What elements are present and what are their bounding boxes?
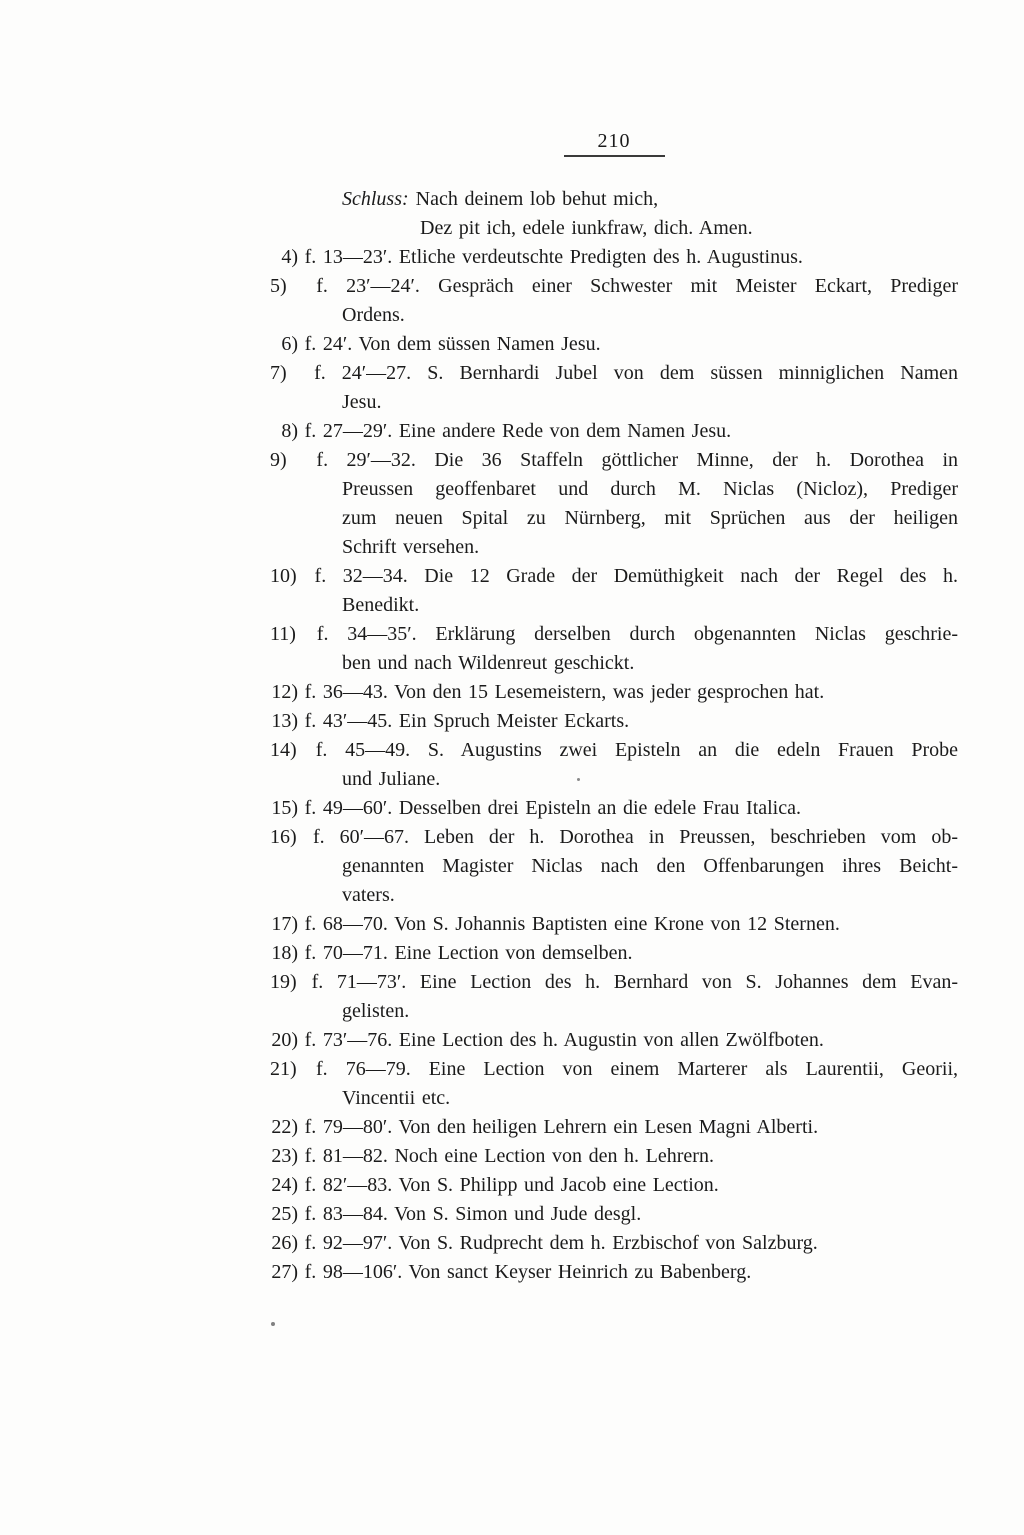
- entry: [270, 359, 958, 417]
- entry: [270, 707, 958, 736]
- entry-number: 26): [271, 1232, 298, 1254]
- entry-number: 13): [271, 710, 298, 732]
- text-block: [270, 185, 958, 1287]
- entry-line: 20) f. 73′—76. Eine Lection des h. Augustin von allen Zwölfboten.: [270, 1026, 958, 1055]
- entry-number: 22): [271, 1116, 298, 1138]
- entry-line: 16) f. 60′—67. Leben der h. Dorothea in Preussen, beschrieben vom ob-: [270, 823, 958, 852]
- entry-number: 5): [270, 275, 287, 297]
- ink-speck: [271, 1322, 275, 1326]
- ink-speck: [577, 778, 580, 781]
- entry: [270, 910, 958, 939]
- entry-number: 27): [271, 1261, 298, 1283]
- entry-line: 22) f. 79—80′. Von den heiligen Lehrern ein Lesen Magni Alberti.: [270, 1113, 958, 1142]
- entry-line: 17) f. 68—70. Von S. Johannis Baptisten eine Krone von 12 Sternen.: [270, 910, 958, 939]
- entry-line: gelisten.: [342, 1000, 410, 1022]
- entry-number: 20): [271, 1029, 298, 1051]
- entry-line: 14) f. 45—49. S. Augustins zwei Episteln an die edeln Frauen Probe: [270, 736, 958, 765]
- entry: [270, 678, 958, 707]
- entry-line: 26) f. 92—97′. Von S. Rudprecht dem h. Erzbischof von Salzburg.: [270, 1229, 958, 1258]
- entry-line: 9) f. 29′—32. Die 36 Staffeln göttlicher Minne, der h. Dorothea in: [270, 446, 958, 475]
- entry-number: 6): [281, 333, 298, 355]
- entry-number: 21): [270, 1058, 297, 1080]
- entry: [270, 243, 958, 272]
- poem-line-1: [270, 185, 958, 214]
- entry: [270, 272, 958, 330]
- entry-line: 18) f. 70—71. Eine Lection von demselben.: [270, 939, 958, 968]
- entry: [270, 1142, 958, 1171]
- entries-list: [270, 243, 958, 1287]
- entry-number: 12): [271, 681, 298, 703]
- entry: [270, 1171, 958, 1200]
- entry-line: Ordens.: [342, 304, 405, 326]
- entry-line: 15) f. 49—60′. Desselben drei Episteln an die edele Frau Italica.: [270, 794, 958, 823]
- entry-line: 21) f. 76—79. Eine Lection von einem Marterer als Laurentii, Georii,: [270, 1055, 958, 1084]
- entry-line: 27) f. 98—106′. Von sanct Keyser Heinrich zu Babenberg.: [270, 1258, 958, 1287]
- entry-line: 13) f. 43′—45. Ein Spruch Meister Eckarts.: [270, 707, 958, 736]
- entry: [270, 794, 958, 823]
- entry: [270, 736, 958, 794]
- entry: [270, 620, 958, 678]
- entry: [270, 1258, 958, 1287]
- schluss-label: Schluss:: [342, 188, 409, 210]
- entry-number: 17): [271, 913, 298, 935]
- entry: [270, 446, 958, 562]
- entry-line: 12) f. 36—43. Von den 15 Lesemeistern, was jeder gesprochen hat.: [270, 678, 958, 707]
- entry: [270, 1200, 958, 1229]
- page-header: [270, 130, 958, 157]
- entry-number: 15): [271, 797, 298, 819]
- entry-line: genannten Magister Niclas nach den Offenbarungen ihres Beicht-: [342, 855, 958, 877]
- entry: [270, 1113, 958, 1142]
- entry-line: 4) f. 13—23′. Etliche verdeutschte Predigten des h. Augustinus.: [270, 243, 958, 272]
- entry-line: 24) f. 82′—83. Von S. Philipp und Jacob eine Lection.: [270, 1171, 958, 1200]
- entry-line: Schrift versehen.: [342, 536, 480, 558]
- entry: [270, 562, 958, 620]
- entry-number: 16): [270, 826, 297, 848]
- entry-line: Benedikt.: [342, 594, 420, 616]
- entry-line: 19) f. 71—73′. Eine Lection des h. Bernhard von S. Johannes dem Evan-: [270, 968, 958, 997]
- entry-line: Jesu.: [342, 391, 382, 413]
- entry: [270, 1055, 958, 1113]
- entry-line: 25) f. 83—84. Von S. Simon und Jude desgl.: [270, 1200, 958, 1229]
- entry-line: 7) f. 24′—27. S. Bernhardi Jubel von dem süssen minniglichen Namen: [270, 359, 958, 388]
- entry: [270, 823, 958, 910]
- entry-line: Preussen geoffenbaret und durch M. Niclas (Nicloz), Prediger: [342, 478, 958, 500]
- entry-number: 4): [281, 246, 298, 268]
- entry-number: 9): [270, 449, 287, 471]
- entry-number: 10): [270, 565, 297, 587]
- poem-line-1-text: Nach deinem lob behut mich,: [415, 188, 659, 210]
- entry-line: ben und nach Wildenreut geschickt.: [342, 652, 635, 674]
- entry: [270, 1026, 958, 1055]
- entry-number: 19): [270, 971, 297, 993]
- entry-number: 11): [270, 623, 296, 645]
- entry-number: 7): [270, 362, 287, 384]
- entry-line: zum neuen Spital zu Nürnberg, mit Sprüchen aus der heiligen: [342, 507, 958, 529]
- entry-number: 24): [271, 1174, 298, 1196]
- entry: [270, 939, 958, 968]
- entry-line: 6) f. 24′. Von dem süssen Namen Jesu.: [270, 330, 958, 359]
- entry-line: 11) f. 34—35′. Erklärung derselben durch obgenannten Niclas geschrie-: [270, 620, 958, 649]
- poem-line-2: Dez pit ich, edele iunkfraw, dich. Amen.: [420, 217, 753, 239]
- entry-line: 8) f. 27—29′. Eine andere Rede von dem Namen Jesu.: [270, 417, 958, 446]
- entry-line: Vincentii etc.: [342, 1087, 451, 1109]
- entry-line: 5) f. 23′—24′. Gespräch einer Schwester mit Meister Eckart, Prediger: [270, 272, 958, 301]
- entry-line: 10) f. 32—34. Die 12 Grade der Demüthigkeit nach der Regel des h.: [270, 562, 958, 591]
- entry-number: 23): [271, 1145, 298, 1167]
- entry-number: 25): [271, 1203, 298, 1225]
- entry: [270, 1229, 958, 1258]
- entry-line: und Juliane.: [342, 768, 441, 790]
- entry: [270, 330, 958, 359]
- entry-number: 14): [270, 739, 297, 761]
- entry-line: 23) f. 81—82. Noch eine Lection von den h. Lehrern.: [270, 1142, 958, 1171]
- entry-line: vaters.: [342, 884, 395, 906]
- entry-number: 8): [281, 420, 298, 442]
- entry: [270, 417, 958, 446]
- entry: [270, 968, 958, 1026]
- entry-number: 18): [271, 942, 298, 964]
- page-number: 210: [564, 130, 665, 157]
